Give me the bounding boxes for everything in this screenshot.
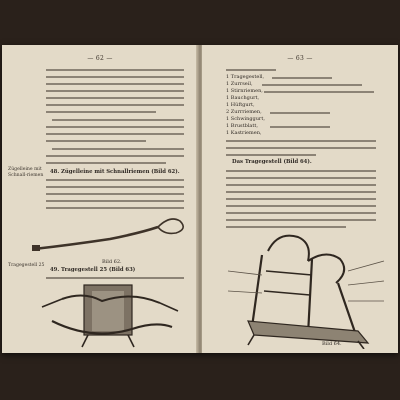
parts-list-item: 2 Zurrriemen, [226,109,262,115]
parts-list-item: 1 Hüftgurt, [226,102,255,108]
subheading-tragegestell: Das Tragegestell (Bild 64). [232,159,312,165]
left-page-number: — 62 — [87,55,113,62]
section-heading-tragegestell: 49. Tragegestell 25 (Bild 63) [50,267,136,273]
margin-note-tragegestell: Tragegestell 25 [8,263,45,268]
book-spread [2,45,398,353]
left-page [2,45,198,353]
right-page [202,45,398,353]
figure-caption-62: Bild 62. [102,259,122,265]
section-heading-zuegelleine: 48. Zügelleine mit Schnallriemen (Bild 62). [50,169,180,175]
parts-list-item: 1 Stirnriemen, [226,88,263,94]
zuegelleine-illustration [30,211,190,259]
parts-list-item: 1 Bauchgurt, [226,95,260,101]
figure-caption-64: Bild 64. [322,341,342,347]
parts-list-item: 1 Kastriemen, [226,130,262,136]
tragegestell-illustration [32,281,182,351]
parts-list-item: 1 Zurrseil, [226,81,253,87]
tragegestell-frame-illustration [208,231,394,349]
parts-list-item: 1 Brustblatt, [226,123,259,129]
parts-list-item: 1 Tragegestell, [226,74,265,80]
parts-list-item: 1 Schwinggurt, [226,116,265,122]
margin-note-zuegelleine: Zügelleine mit Schnall-riemen [8,167,44,178]
right-page-number: — 63 — [287,55,313,62]
